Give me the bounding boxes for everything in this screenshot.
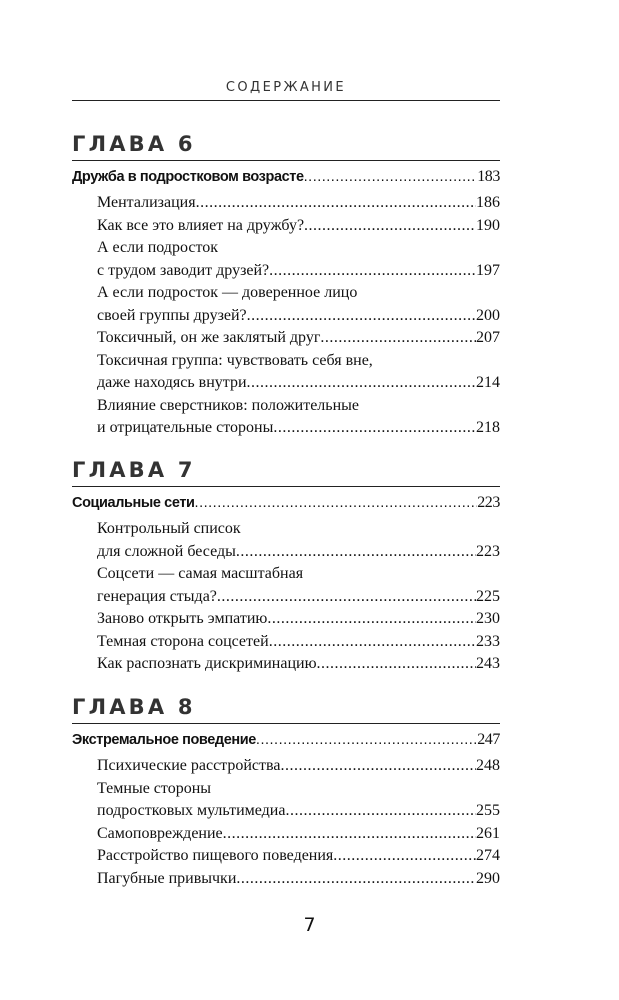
chapter-title: ГЛАВА 6	[72, 132, 196, 156]
dot-leader	[269, 260, 476, 283]
dot-leader	[236, 868, 476, 891]
entry-page: 197	[476, 261, 500, 279]
entry-label-line: Контрольный список	[97, 520, 241, 537]
entry-label-line: Токсичная группа: чувствовать себя вне,	[97, 351, 373, 369]
entry-label: Заново открыть эмпатию	[97, 610, 268, 627]
chapter-rule	[72, 486, 500, 487]
chapter-rule	[72, 723, 500, 724]
entry-page: 233	[476, 632, 500, 650]
entry-page: 255	[476, 802, 500, 819]
chapter-8	[72, 693, 500, 890]
dot-leader	[269, 631, 476, 654]
toc-sub-entry[interactable]	[72, 350, 500, 395]
entry-label: своей группы друзей?	[97, 306, 247, 324]
entry-page: 218	[476, 419, 500, 436]
entry-label-line: А если подросток	[97, 239, 218, 256]
toc-sub-entry[interactable]	[72, 868, 500, 891]
dot-leader	[247, 372, 476, 395]
entry-label: с трудом заводит друзей?	[97, 261, 270, 279]
chapter-title: ГЛАВА 8	[72, 695, 196, 719]
dot-leader	[333, 845, 476, 868]
sub-entries	[72, 518, 500, 676]
dot-leader	[317, 653, 476, 676]
dot-leader	[195, 492, 478, 515]
dot-leader	[236, 541, 476, 564]
dot-leader	[304, 215, 476, 238]
entry-label: Расстройство пищевого поведения	[97, 847, 334, 864]
header-rule	[72, 100, 500, 101]
entry-label-line: Темные стороны	[97, 779, 211, 797]
sub-entries	[72, 755, 500, 890]
entry-page: 223	[477, 494, 500, 511]
chapter-title: ГЛАВА 7	[72, 458, 196, 482]
entry-page: 230	[476, 610, 500, 627]
entry-label: подростковых мультимедиа	[97, 802, 286, 819]
toc-sub-entry[interactable]	[72, 778, 500, 823]
toc-sub-entry[interactable]	[72, 845, 500, 868]
entry-page: 261	[476, 824, 500, 842]
toc-sub-entry[interactable]	[72, 215, 500, 238]
toc-sub-entry[interactable]	[72, 395, 500, 440]
toc-sub-entry[interactable]	[72, 518, 500, 563]
entry-page: 214	[476, 374, 500, 391]
chapter-6	[72, 130, 500, 440]
entry-label: и отрицательные стороны	[97, 419, 274, 436]
dot-leader	[304, 166, 478, 189]
entry-label: генерация стыда?	[97, 587, 217, 605]
entry-label: Самоповреждение	[97, 824, 223, 842]
toc-sub-entry[interactable]	[72, 282, 500, 327]
entry-label: Пагубные привычки	[97, 869, 237, 887]
dot-leader	[285, 800, 476, 823]
toc-sub-entry[interactable]	[72, 237, 500, 282]
dot-leader	[223, 823, 476, 846]
dot-leader	[280, 755, 476, 778]
entry-label: Темная сторона соцсетей	[97, 632, 269, 650]
entry-label-line: Соцсети — самая масштабная	[97, 565, 304, 582]
running-header: СОДЕРЖАНИЕ	[225, 80, 347, 95]
entry-page: 200	[476, 306, 500, 324]
dot-leader	[217, 586, 476, 609]
entry-page: 248	[476, 757, 500, 774]
toc-sub-entry[interactable]	[72, 631, 500, 654]
entry-page: 223	[476, 542, 500, 560]
toc-sub-entry[interactable]	[72, 563, 500, 608]
dot-leader	[196, 192, 476, 215]
entry-label: Ментализация	[97, 194, 196, 211]
entry-label: Психические расстройства	[97, 757, 281, 774]
toc-sub-entry[interactable]	[72, 192, 500, 215]
sub-entries	[72, 192, 500, 440]
toc-main-entry[interactable]	[72, 491, 500, 514]
entry-page: 207	[476, 329, 500, 346]
entry-label: для сложной беседы	[97, 542, 236, 560]
entry-label: Токсичный, он же заклятый друг	[97, 329, 321, 346]
dot-leader	[320, 327, 476, 350]
dot-leader	[256, 729, 477, 752]
toc-sub-entry[interactable]	[72, 653, 500, 676]
entry-label-line: Влияние сверстников: положительные	[97, 396, 359, 414]
page-number: 7	[303, 914, 316, 936]
dot-leader	[267, 608, 476, 631]
dot-leader	[273, 417, 476, 440]
entry-page: 186	[476, 194, 500, 211]
entry-label-line: А если подросток — доверенное лицо	[97, 284, 358, 301]
dot-leader	[247, 305, 476, 328]
toc-sub-entry[interactable]	[72, 755, 500, 778]
entry-label: даже находясь внутри	[97, 374, 247, 391]
entry-page: 183	[477, 168, 500, 185]
entry-label: Экстремальное поведение	[72, 732, 256, 748]
chapter-7	[72, 456, 500, 676]
entry-page: 290	[476, 869, 500, 887]
entry-label: Дружба в подростковом возрасте	[72, 169, 304, 185]
chapter-rule	[72, 160, 500, 161]
entry-label: Социальные сети	[72, 495, 195, 511]
toc-main-entry[interactable]	[72, 165, 500, 188]
entry-page: 274	[476, 847, 500, 864]
toc-main-entry[interactable]	[72, 728, 500, 751]
toc-sub-entry[interactable]	[72, 608, 500, 631]
entry-page: 225	[476, 587, 500, 605]
toc-sub-entry[interactable]	[72, 823, 500, 846]
entry-page: 190	[476, 216, 500, 234]
toc-sub-entry[interactable]	[72, 327, 500, 350]
entry-label: Как распознать дискриминацию	[97, 655, 317, 672]
entry-page: 247	[477, 731, 500, 748]
entry-label: Как все это влияет на дружбу?	[97, 216, 305, 234]
entry-page: 243	[476, 655, 500, 672]
